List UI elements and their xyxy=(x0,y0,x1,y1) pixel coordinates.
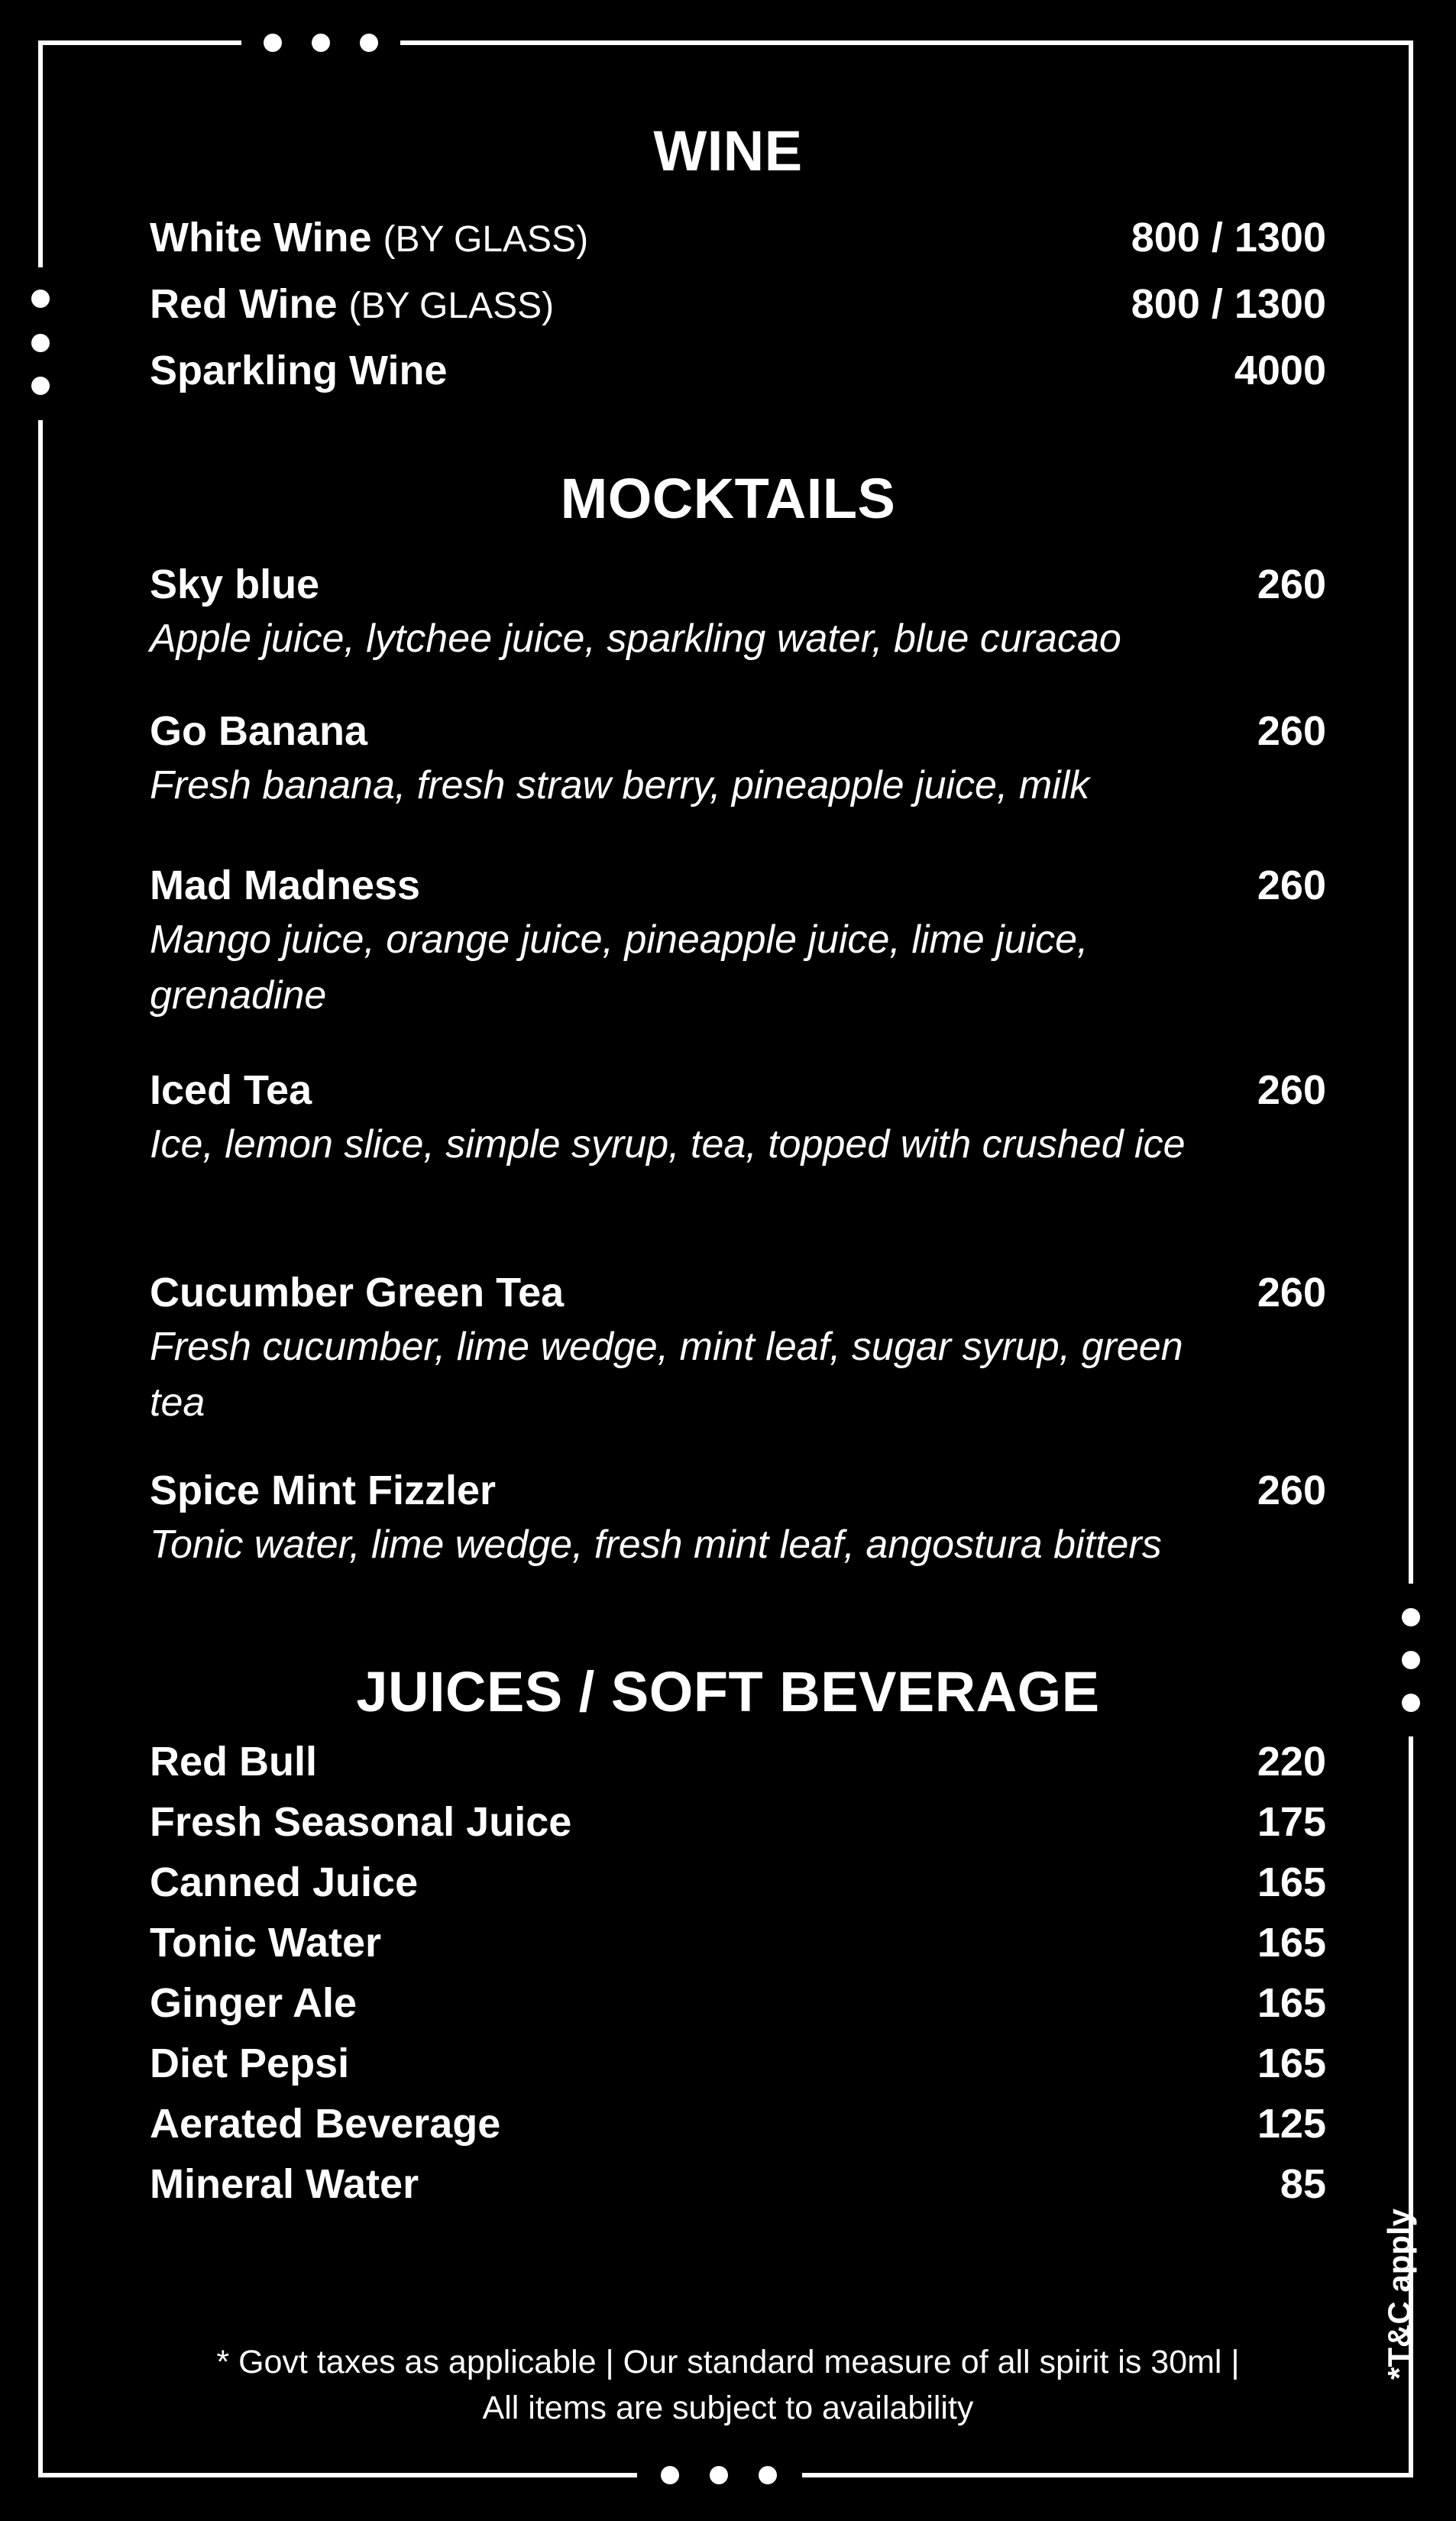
frame-dot-left-2 xyxy=(31,334,50,352)
item-name: Ginger Ale xyxy=(150,1980,358,2026)
beverage-item xyxy=(150,1859,1326,1906)
frame-dot-left-3 xyxy=(31,377,50,395)
wine-item xyxy=(150,214,1326,261)
beverage-item xyxy=(150,2160,1326,2208)
footer-line-1: * Govt taxes as applicable | Our standard measure of all spirit is 30ml | xyxy=(216,2344,1240,2380)
item-price: 85 xyxy=(1280,2161,1326,2207)
item-price: 175 xyxy=(1257,1799,1326,1845)
item-name: Go Banana xyxy=(150,708,368,754)
mocktails-section-title: MOCKTAILS xyxy=(560,467,896,530)
item-name: Cucumber Green Tea xyxy=(150,1270,565,1316)
item-name: Mineral Water xyxy=(150,2161,419,2207)
mocktail-item xyxy=(150,862,1326,1024)
frame-dot-top-3 xyxy=(360,34,378,52)
beverage-item xyxy=(150,1919,1326,1966)
item-name: White Wine xyxy=(150,215,372,261)
frame-dot-left-1 xyxy=(31,290,50,308)
wine-section-title: WINE xyxy=(653,119,803,183)
item-name: Sparkling Wine xyxy=(150,348,448,393)
frame-dot-top-1 xyxy=(264,34,282,52)
frame-bottom-left xyxy=(38,2473,637,2477)
item-price: 220 xyxy=(1257,1739,1326,1785)
beverage-item xyxy=(150,1738,1326,1785)
juices-section-title: JUICES / SOFT BEVERAGE xyxy=(356,1660,1100,1723)
wine-item xyxy=(150,347,1326,394)
frame-dot-bottom-1 xyxy=(661,2466,679,2484)
item-description: Mango juice, orange juice, pineapple juice, lime juice, grenadine xyxy=(150,917,1089,1018)
item-name: Spice Mint Fizzler xyxy=(150,1468,497,1513)
item-qualifier: (BY GLASS) xyxy=(383,219,589,260)
mocktail-item xyxy=(150,1066,1326,1173)
frame-top-right xyxy=(400,40,1413,45)
item-price: 4000 xyxy=(1234,348,1326,393)
item-name: Red Wine xyxy=(150,281,338,327)
item-description: Tonic water, lime wedge, fresh mint leaf, angostura bitters xyxy=(150,1523,1162,1567)
mocktail-item xyxy=(150,561,1326,667)
item-qualifier: (BY GLASS) xyxy=(348,286,555,326)
item-description: Apple juice, lytchee juice, sparkling water, blue curacao xyxy=(150,616,1121,661)
frame-dot-right-1 xyxy=(1402,1608,1420,1626)
frame-dot-bottom-3 xyxy=(759,2466,777,2484)
item-price: 260 xyxy=(1257,708,1326,754)
item-price: 800 / 1300 xyxy=(1131,215,1326,261)
mocktail-item xyxy=(150,1269,1326,1431)
mocktail-item xyxy=(150,1467,1326,1573)
item-name: Iced Tea xyxy=(150,1067,312,1113)
beverage-item xyxy=(150,1979,1326,2027)
item-price: 260 xyxy=(1257,1067,1326,1113)
frame-top-left xyxy=(38,40,241,45)
item-price: 260 xyxy=(1257,1468,1326,1513)
frame-dot-top-2 xyxy=(312,34,330,52)
item-price: 165 xyxy=(1257,1980,1326,2026)
frame-left-bottom xyxy=(38,420,43,2477)
beverage-item xyxy=(150,1798,1326,1846)
frame-bottom-right xyxy=(802,2473,1413,2477)
wine-item xyxy=(150,280,1326,328)
beverage-item xyxy=(150,2040,1326,2087)
terms-side-note: *T&C apply xyxy=(1381,2208,1417,2380)
item-name: Red Bull xyxy=(150,1739,318,1785)
item-name: Diet Pepsi xyxy=(150,2040,350,2086)
item-name: Sky blue xyxy=(150,561,320,607)
item-description: Fresh cucumber, lime wedge, mint leaf, sugar syrup, green tea xyxy=(150,1325,1183,1425)
item-description: Ice, lemon slice, simple syrup, tea, topped with crushed ice xyxy=(150,1122,1186,1167)
item-name: Aerated Beverage xyxy=(150,2101,501,2147)
item-price: 260 xyxy=(1257,862,1326,908)
mocktail-item xyxy=(150,707,1326,814)
item-name: Canned Juice xyxy=(150,1859,419,1905)
item-price: 165 xyxy=(1257,1920,1326,1966)
footer-note xyxy=(0,2339,1456,2431)
beverage-item xyxy=(150,2100,1326,2147)
item-price: 800 / 1300 xyxy=(1131,281,1326,327)
item-name: Tonic Water xyxy=(150,1920,382,1966)
item-description: Fresh banana, fresh straw berry, pineapple juice, milk xyxy=(150,763,1090,807)
frame-dot-bottom-2 xyxy=(710,2466,728,2484)
item-price: 165 xyxy=(1257,2040,1326,2086)
item-price: 125 xyxy=(1257,2101,1326,2147)
item-name: Fresh Seasonal Juice xyxy=(150,1799,572,1845)
item-price: 165 xyxy=(1257,1859,1326,1905)
item-price: 260 xyxy=(1257,561,1326,607)
frame-right-top xyxy=(1409,40,1413,1584)
item-name: Mad Madness xyxy=(150,862,421,908)
footer-line-2: All items are subject to availability xyxy=(482,2390,974,2426)
item-price: 260 xyxy=(1257,1270,1326,1316)
